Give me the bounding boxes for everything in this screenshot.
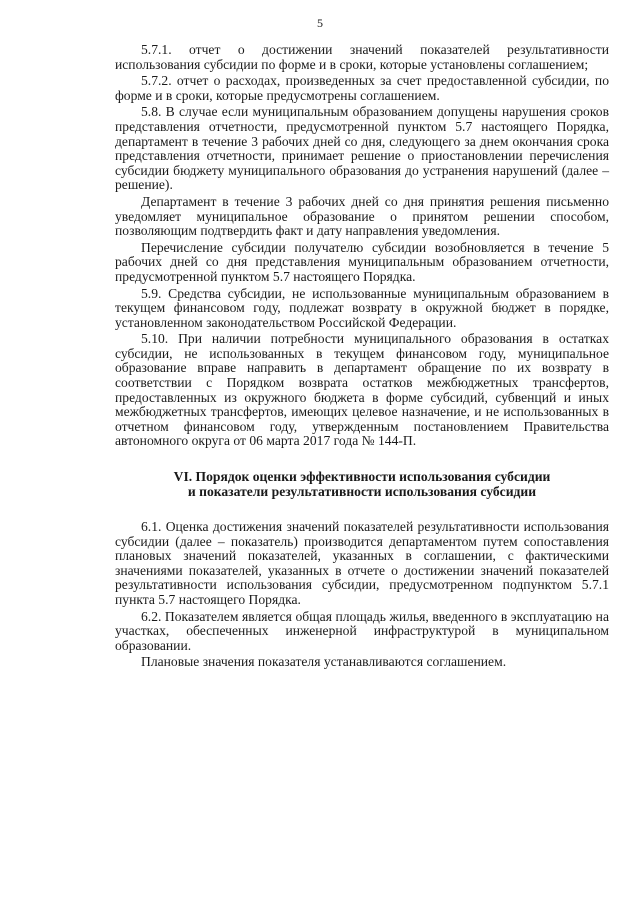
paragraph-resume-transfer: Перечисление субсидии получателю субсидии возобновляется в течение 5 рабочих дней со дня представления муниципальным образованием отчетности, предусмотренной пунктом 5.7 настоящего Порядка. <box>115 239 609 284</box>
section-6-heading <box>115 469 609 499</box>
section-6-heading-line-1: VI. Порядок оценки эффективности использования субсидии <box>173 469 551 485</box>
section-6-heading-line-2: и показатели результативности использования субсидии <box>187 484 537 500</box>
paragraph-5-7-1: 5.7.1. отчет о достижении значений показателей результативности использования субсидии по форме и в сроки, которые установлены соглашением; <box>115 42 609 72</box>
paragraph-notification: Департамент в течение 3 рабочих дней со дня принятия решения письменно уведомляет муниципальное образование о принятом решении способом, позволяющим подтвердить факт и дату направления уведомления. <box>115 193 609 239</box>
paragraph-5-8: 5.8. В случае если муниципальным образованием допущены нарушения сроков представления отчетности, предусмотренной пунктом 5.7 настоящего Порядка, департамент в течение 3 рабочих дней со дня, следующего за днем окончания срока представления отчетности, принимает решение о приостановлении перечисления субсидии бюджету муниципального образования до устранения нарушений (далее – решение). <box>115 104 609 193</box>
paragraph-5-10: 5.10. При наличии потребности муниципального образования в остатках субсидии, не использованных в текущем финансовом году, муниципальное образование вправе направить в департамент обращение по их возврату в соответствии с Порядком возврата остатков межбюджетных трансфертов, предоставленных из окружного бюджета в форме субсидий, субвенций и иных межбюджетных трансфертов, имеющих целевое назначение, и не использованных в отчетном финансовом году, утвержденным постановлением Правительства автономного округа от 06 марта 2017 года № 144-П. <box>115 331 609 449</box>
paragraph-planned-values: Плановые значения показателя устанавливаются соглашением. <box>141 654 507 670</box>
paragraph-6-2: 6.2. Показателем является общая площадь жилья, введенного в эксплуатацию на участках, обеспеченных инженерной инфраструктурой в муниципальном образовании. <box>115 608 609 653</box>
document-body <box>115 43 609 672</box>
paragraph-5-7-2: 5.7.2. отчет о расходах, произведенных за счет предоставленной субсидии, по форме и в сроки, которые предусмотрены соглашением. <box>115 73 609 103</box>
paragraph-5-9: 5.9. Средства субсидии, не использованные муниципальным образованием в текущем финансовом году, подлежат возврату в окружной бюджет в порядке, установленном законодательством Российской Федерации. <box>115 285 609 330</box>
paragraph-6-1: 6.1. Оценка достижения значений показателей результативности использования субсидии (далее – показатель) производится департаментом путем сопоставления плановых значений показателей, указанных в соглашении, с фактическими значениями показателей, указанных в отчете о достижении значений показателей результативности использования субсидии, предусмотренном подпунктом 5.7.1 пункта 5.7 настоящего Порядка. <box>115 519 609 607</box>
page-number: 5 <box>317 16 323 30</box>
